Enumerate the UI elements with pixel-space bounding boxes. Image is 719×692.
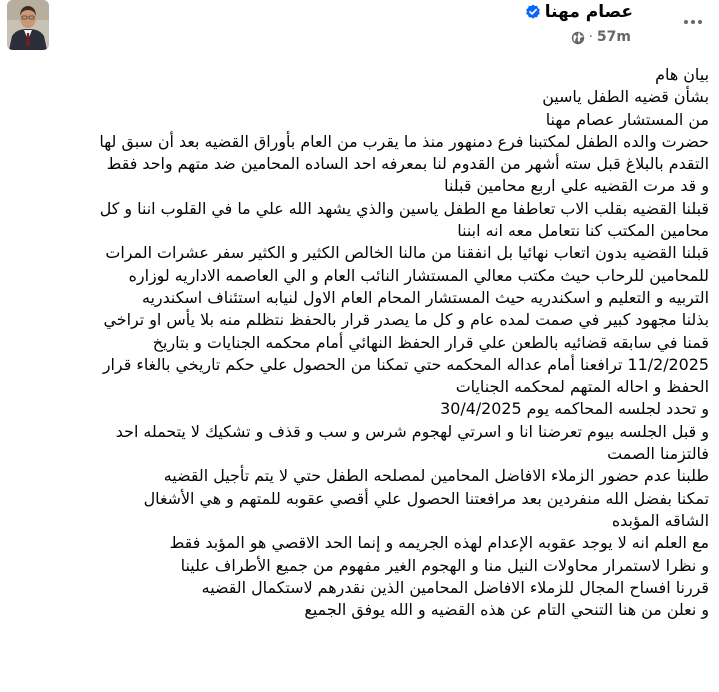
post-line: قبلنا القضيه بدون اتعاب نهائيا بل انفقنا من مالنا الخالص الكثير و الكثير سفر عشرات المرات — [105, 243, 709, 263]
post-line: حضرت والده الطفل لمكتبنا فرع دمنهور منذ ما يقرب من العام بأوراق القضيه بعد أن سبق لها — [99, 131, 709, 151]
post-line: قبلنا القضيه بقلب الاب تعاطفا مع الطفل ياسين والذي يشهد الله علي ما في القلوب اننا و كل — [99, 198, 709, 218]
post-line: و نعلن من هنا التنحي التام عن هذه القضيه و الله يوفق الجميع — [304, 600, 709, 620]
post-line: للمحامين للرحاب حيث مكتب معالي المستشار النائب العام و الي العاصمه الاداريه لوزاره — [128, 265, 709, 285]
more-options-icon — [684, 20, 688, 24]
post-line: فالتزمنا الصمت — [607, 444, 709, 464]
post-line: و تحدد لجلسه المحاكمه يوم 30/4/2025 — [440, 399, 709, 419]
author-block — [525, 2, 633, 22]
post-line: من المستشار عصام مهنا — [545, 109, 709, 129]
avatar[interactable] — [7, 0, 49, 50]
post-line: و نظرا لاستمرار محاولات النيل منا و الهجوم الغير مفهوم من جميع الأطراف علينا — [180, 555, 709, 575]
profile-photo — [7, 0, 49, 50]
more-options-button[interactable] — [678, 14, 708, 30]
post-line: بيان هام — [655, 65, 709, 84]
meta-separator: · — [588, 29, 593, 45]
post-line: تمكنا بفضل الله منفردين بعد مرافعتنا الحصول علي أقصي عقوبه للمتهم و هي الأشغال — [143, 488, 709, 508]
more-options-icon — [698, 20, 702, 24]
post-line: التقدم بالبلاغ قبل سته أشهر من القدوم لنا بمعرفه احد الساده المحامين ضد متهم واحد فقط — [106, 154, 709, 174]
post-meta — [571, 29, 631, 45]
more-options-icon — [691, 20, 695, 24]
post-line: قمنا في سابقه قضائيه بالطعن علي قرار الحفظ النهائي أمام محكمه الجنايات و بتاريخ — [152, 332, 709, 352]
post-line: 11/2/2025 ترافعنا أمام عداله المحكمه حتي تمكنا من الحصول علي حكم تاريخي بالغاء قرار — [102, 354, 709, 374]
post-line: بشأن قضيه الطفل ياسين — [542, 87, 709, 107]
verified-badge-icon — [525, 4, 541, 20]
post-line: بذلنا مجهود كبير في صمت لمده عام و كل ما يصدر قرار بالحفظ نتظلم منه بلا يأس او تراخي — [103, 310, 709, 330]
post-line: الشاقه المؤبده — [611, 510, 709, 530]
post-header — [0, 0, 719, 56]
post-line: و قبل الجلسه بيوم تعرضنا انا و اسرتي لهجوم شرس و سب و قذف و تشكيك لا يتحمله احد — [115, 421, 709, 441]
post-line: قررنا افساح المجال للزملاء الافاضل المحامين الذين نقدرهم لاستكمال القضيه — [201, 577, 709, 597]
author-name[interactable]: عصام مهنا — [544, 2, 633, 22]
post-line: التربيه و التعليم و اسكندريه حيث المستشار المحام العام الاول لنيابه استئناف اسكندريه — [141, 287, 709, 307]
globe-icon — [571, 30, 585, 44]
post-timestamp[interactable]: 57m — [596, 29, 631, 45]
post-line: طلبنا عدم حضور الزملاء الافاضل المحامين لمصلحه الطفل حتي لا يتم تأجيل القضيه — [163, 466, 709, 486]
post-text — [10, 64, 709, 621]
post-line: محامين المكتب كنا نتعامل معه انه ابننا — [457, 221, 709, 241]
post-line: مع العلم انه لا يوجد عقوبه الإعدام لهذه الجريمه و إنما الحد الاقصي هو المؤبد فقط — [169, 533, 709, 553]
post-line: و قد مرت القضيه علي اربع محامين قبلنا — [444, 176, 709, 196]
post-line: الحفظ و احاله المتهم لمحكمه الجنايات — [455, 377, 709, 397]
